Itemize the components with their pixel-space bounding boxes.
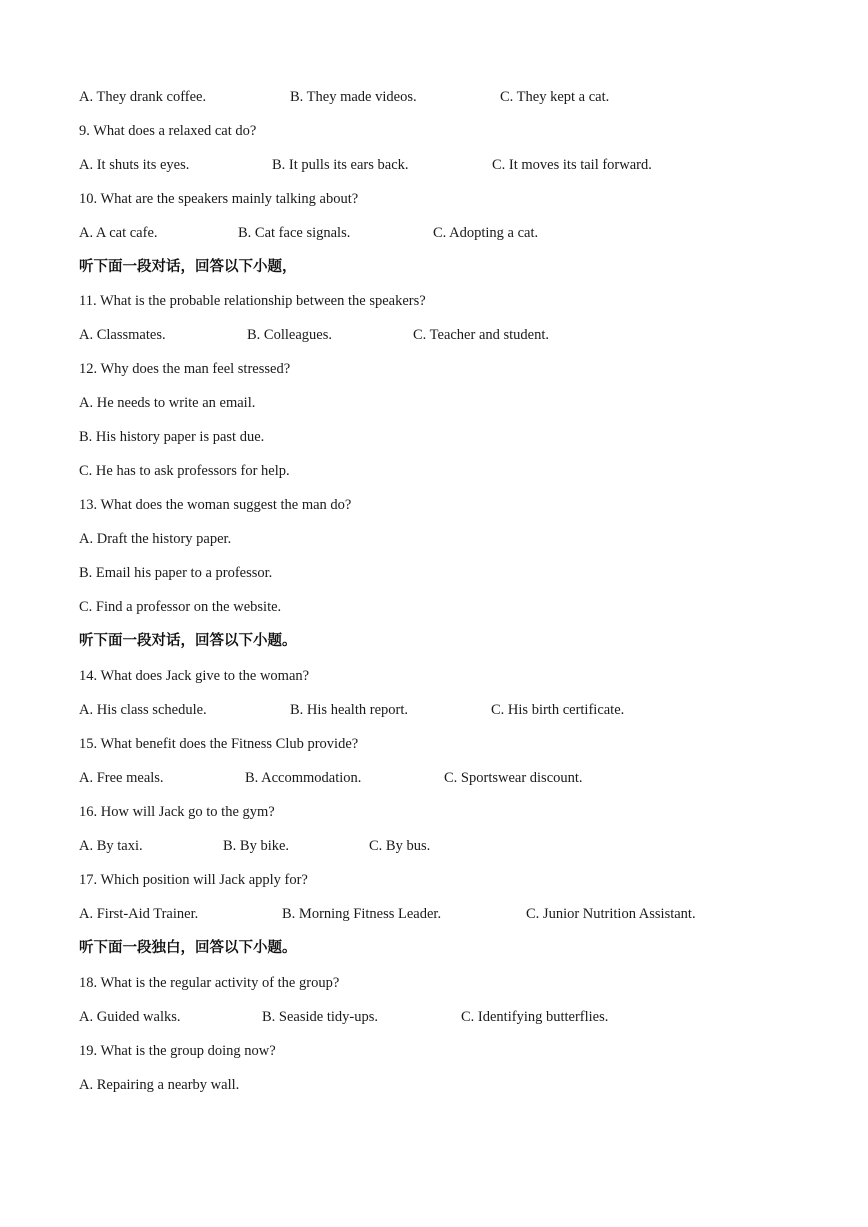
option-c: C. His birth certificate. [491, 702, 625, 718]
option-a: A. His class schedule. [79, 702, 207, 718]
option-c: C. He has to ask professors for help. [79, 463, 290, 479]
option-a: A. Classmates. [79, 327, 166, 343]
section-heading-dialogue-2: 听下面一段对话，回答以下小题。 [79, 633, 297, 649]
option-c: C. Junior Nutrition Assistant. [526, 906, 696, 922]
option-b: B. Cat face signals. [238, 225, 351, 241]
question-13: 13. What does the woman suggest the man do? [79, 497, 352, 513]
question-19: 19. What is the group doing now? [79, 1043, 276, 1059]
option-b: B. It pulls its ears back. [272, 157, 409, 173]
question-16: 16. How will Jack go to the gym? [79, 804, 275, 820]
option-b: B. Accommodation. [245, 770, 362, 786]
question-9: 9. What does a relaxed cat do? [79, 123, 257, 139]
question-17: 17. Which position will Jack apply for? [79, 872, 308, 888]
option-b: B. Morning Fitness Leader. [282, 906, 442, 922]
option-b: B. Colleagues. [247, 327, 332, 343]
option-c: C. Find a professor on the website. [79, 599, 282, 615]
section-heading-dialogue-1: 听下面一段对话，回答以下小题， [79, 259, 297, 275]
option-b: B. Email his paper to a professor. [79, 565, 273, 581]
option-c: C. Identifying butterflies. [461, 1009, 609, 1025]
option-c: C. Sportswear discount. [444, 770, 583, 786]
option-c: C. Adopting a cat. [433, 225, 539, 241]
option-c: C. It moves its tail forward. [492, 157, 652, 173]
option-b: B. Seaside tidy-ups. [262, 1009, 378, 1025]
question-18: 18. What is the regular activity of the group? [79, 975, 340, 991]
option-a: A. It shuts its eyes. [79, 157, 190, 173]
question-10: 10. What are the speakers mainly talking about? [79, 191, 359, 207]
option-a: A. First-Aid Trainer. [79, 906, 199, 922]
option-c: C. They kept a cat. [500, 89, 610, 105]
option-c: C. By bus. [369, 838, 431, 854]
option-c: C. Teacher and student. [413, 327, 550, 343]
question-14: 14. What does Jack give to the woman? [79, 668, 310, 684]
option-a: A. They drank coffee. [79, 89, 207, 105]
question-11: 11. What is the probable relationship between the speakers? [79, 293, 426, 309]
question-15: 15. What benefit does the Fitness Club provide? [79, 736, 359, 752]
option-a: A. By taxi. [79, 838, 143, 854]
option-a: A. Draft the history paper. [79, 531, 232, 547]
option-a: A. A cat cafe. [79, 225, 158, 241]
section-heading-monologue: 听下面一段独白，回答以下小题。 [79, 940, 297, 956]
option-b: B. By bike. [223, 838, 290, 854]
option-b: B. His health report. [290, 702, 408, 718]
option-a: A. Free meals. [79, 770, 164, 786]
option-b: B. They made videos. [290, 89, 417, 105]
option-a: A. Repairing a nearby wall. [79, 1077, 240, 1093]
option-b: B. His history paper is past due. [79, 429, 265, 445]
question-12: 12. Why does the man feel stressed? [79, 361, 291, 377]
option-a: A. He needs to write an email. [79, 395, 256, 411]
option-a: A. Guided walks. [79, 1009, 181, 1025]
